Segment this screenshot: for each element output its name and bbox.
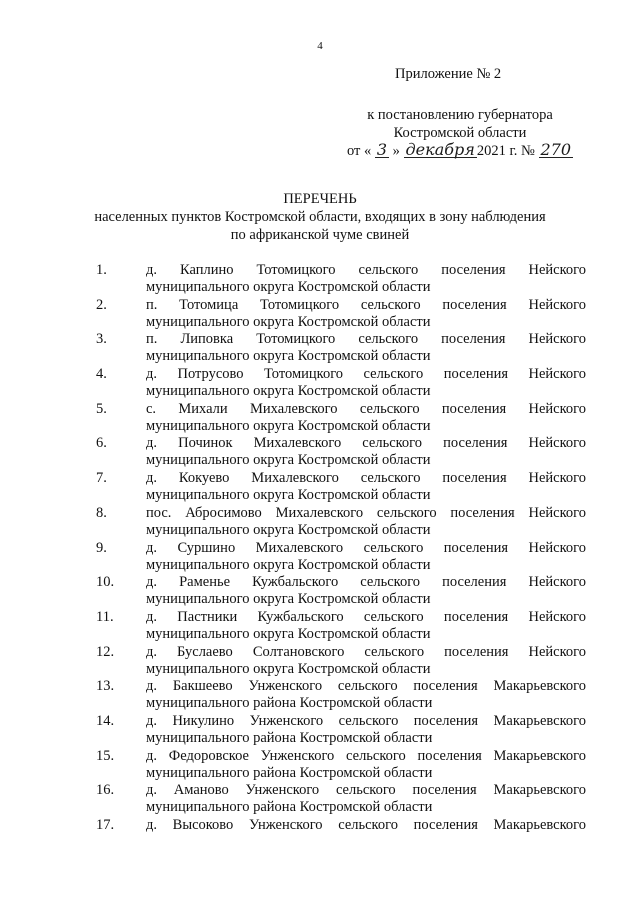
list-item-line-2: муниципального округа Костромской области [146,625,431,642]
list-item-line-1: пос. Абросимово Михалевского сельского поселения Нейского [146,504,586,521]
date-mid: » [392,143,400,159]
list-item [96,330,586,365]
list-item-line-2: муниципального округа Костромской области [146,521,431,538]
list-item-line-2: муниципального района Костромской области [146,729,433,746]
list-item-line-1: д. Каплино Тотомицкого сельского поселения Нейского [146,262,586,278]
list-item [96,747,586,782]
list-item [96,296,586,331]
list-item-line-2: муниципального округа Костромской области [146,348,431,365]
date-prefix: от « [346,143,372,159]
list-item-number: 7. [96,470,107,487]
list-item-line-2: муниципального округа Костромской области [146,556,431,573]
list-item-number: 3. [96,331,107,348]
list-item-line-2: муниципального округа Костромской области [146,452,431,469]
list-item-line-1: д. Кокуево Михалевского сельского поселения Нейского [146,470,586,487]
list-item [96,469,586,504]
decree-date-line [330,142,590,160]
title-line-1: населенных пунктов Костромской области, входящих в зону наблюдения [94,209,546,225]
list-item-number: 11. [96,608,114,625]
settlement-list [96,261,586,851]
list-item [96,573,586,608]
decree-line-2: Костромской области [393,125,527,141]
list-item-number: 16. [96,782,115,799]
date-year: 2021 г. № [476,143,535,159]
list-item [96,712,586,747]
list-item-line-2: муниципального округа Костромской области [146,417,431,434]
list-item-line-1: д. Буслаево Солтановского сельского поселения Нейского [146,643,586,660]
list-item-line-1: с. Михали Михалевского сельского поселения Нейского [146,400,586,417]
list-item-line-1: д. Федоровское Унженского сельского поселения Макарьевского [146,747,586,764]
page-number: 4 [317,40,323,52]
decree-line-1: к постановлению губернатора [367,107,553,123]
list-item-line-2: муниципального округа Костромской области [146,313,431,330]
list-item-line-1: д. Починок Михалевского сельского поселения Нейского [146,435,586,452]
list-item-line-2: муниципального района Костромской области [146,695,433,712]
list-item-number: 4. [96,366,107,383]
decree-number-handwritten: 270 [540,140,572,159]
list-item-line-1: п. Тотомица Тотомицкого сельского поселения Нейского [146,296,586,313]
list-item-line-2: муниципального района Костромской области [146,799,433,816]
title-heading: ПЕРЕЧЕНЬ [283,191,357,207]
list-item-line-1: д. Потрусово Тотомицкого сельского поселения Нейского [146,366,586,383]
list-item [96,504,586,539]
list-item-line-1: д. Никулино Унженского сельского поселения Макарьевского [146,712,586,729]
list-item-line-1: д. Аманово Унженского сельского поселения Макарьевского [146,782,586,799]
list-item-line-2: муниципального округа Костромской области [146,279,431,295]
list-item [96,781,586,816]
list-item [96,365,586,400]
list-item-line-2: муниципального округа Костромской области [146,383,431,400]
list-item-line-1: д. Раменье Кужбальского сельского поселения Нейского [146,574,586,591]
list-item-line-2: муниципального района Костромской области [146,764,433,781]
annex-label: Приложение № 2 [395,66,502,82]
document-title [0,190,640,244]
list-item-number: 6. [96,435,107,452]
list-item-number: 10. [96,574,115,591]
list-item-number: 14. [96,712,115,729]
date-month-handwritten: декабря [405,140,475,159]
list-item-line-1: д. Высоково Унженского сельского поселения Макарьевского [146,817,586,833]
list-item [96,434,586,469]
list-item-line-2: муниципального округа Костромской области [146,487,431,504]
title-line-2: по африканской чуме свиней [230,227,410,243]
list-item [96,539,586,574]
decree-reference [330,106,590,160]
date-day-handwritten: 3 [376,140,388,159]
list-item [96,643,586,678]
list-item-number: 8. [96,504,107,521]
list-item-line-1: д. Суршино Михалевского сельского поселения Нейского [146,539,586,556]
list-item-number: 2. [96,296,107,313]
list-item [96,608,586,643]
list-item-number: 9. [96,539,107,556]
list-item [96,261,586,296]
list-item-line-2: муниципального округа Костромской области [146,591,431,608]
list-item-line-1: д. Пастники Кужбальского сельского поселения Нейского [146,608,586,625]
list-item-line-1: д. Бакшеево Унженского сельского поселения Макарьевского [146,678,586,695]
list-item-number: 17. [96,817,115,833]
list-item-line-1: п. Липовка Тотомицкого сельского поселения Нейского [146,331,586,348]
list-item-number: 15. [96,747,115,764]
list-item [96,816,586,851]
list-item-number: 5. [96,400,107,417]
list-item [96,677,586,712]
list-item-line-2: муниципального округа Костромской области [146,660,431,677]
list-item [96,400,586,435]
list-item-number: 13. [96,678,115,695]
list-item-number: 1. [96,262,107,278]
list-item-number: 12. [96,643,115,660]
